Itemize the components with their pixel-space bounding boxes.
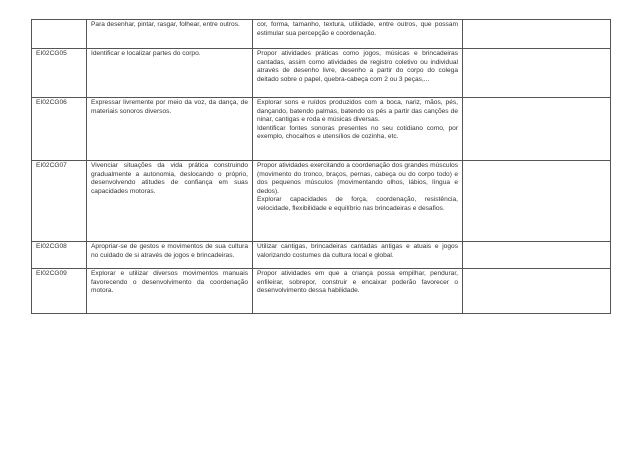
- code-cell: [32, 98, 87, 161]
- code: EI02CG08: [36, 243, 67, 250]
- activities-cell: [253, 49, 463, 98]
- objective: Para desenhar, pintar, rasgar, folhear, entre outros.: [91, 21, 240, 28]
- activity-paragraph: Propor atividades exercitando a coordenação dos grandes músculos (movimento do tronco, braços, pernas, cabeça ou do corpo todo) e dos pequenos músculos (movimentando olhos, lábios, língua e dedos).: [257, 162, 458, 195]
- extra-cell: [463, 49, 611, 98]
- activities-cell: [253, 242, 463, 269]
- extra-cell: [463, 98, 611, 161]
- activity-paragraph: Explorar sons e ruídos produzidos com a boca, nariz, mãos, pés, dançando, batendo palmas, batendo os pés a partir das canções de ninar, cantigas e roda e músicas diversas.: [257, 99, 458, 124]
- objective: Explorar e utilizar diversos movimentos manuais favorecendo o desenvolvimento da coordenação motora.: [91, 270, 248, 295]
- activities-cell: [253, 161, 463, 242]
- objective: Expressar livremente por meio da voz, da dança, de materiais sonoros diversos.: [91, 99, 248, 115]
- objective-cell: [87, 20, 253, 49]
- table-row: [32, 98, 611, 161]
- code: EI02CG06: [36, 99, 67, 106]
- code-cell: [32, 20, 87, 49]
- objective: Vivenciar situações da vida prática construindo gradualmente a autonomia, deslocando o próprio, desenvolvendo atitudes de confiança em suas capacidades motoras.: [91, 162, 248, 195]
- code-cell: [32, 269, 87, 314]
- objective-cell: [87, 161, 253, 242]
- objective-cell: [87, 269, 253, 314]
- extra-cell: [463, 161, 611, 242]
- extra-cell: [463, 20, 611, 49]
- code-cell: [32, 49, 87, 98]
- activities-cell: [253, 269, 463, 314]
- curriculum-table: [31, 19, 611, 314]
- activity-paragraph: cor, forma, tamanho, textura, utilidade, entre outros, que possam estimular sua percepção e coordenação.: [257, 21, 458, 37]
- objective: Apropriar-se de gestos e movimentos de sua cultura no cuidado de si através de jogos e brincadeiras.: [91, 243, 248, 259]
- objective-cell: [87, 98, 253, 161]
- code-cell: [32, 161, 87, 242]
- activity-paragraph: Utilizar cantigas, brincadeiras cantadas antigas e atuais e jogos valorizando costumes da cultura local e global.: [257, 243, 458, 259]
- objective-cell: [87, 49, 253, 98]
- objective: Identificar e localizar partes do corpo.: [91, 50, 201, 57]
- table-row: [32, 49, 611, 98]
- code: EI02CG07: [36, 162, 67, 169]
- extra-cell: [463, 269, 611, 314]
- activities-cell: [253, 20, 463, 49]
- code-cell: [32, 242, 87, 269]
- extra-cell: [463, 242, 611, 269]
- table-row: [32, 20, 611, 49]
- activity-paragraph: Explorar capacidades de força, coordenação, resistência, velocidade, flexibilidade e equilíbrio nas brincadeiras e desafios.: [257, 196, 458, 212]
- table-row: [32, 269, 611, 314]
- activity-paragraph: Identificar fontes sonoras presentes no seu cotidiano como, por exemplo, chocalhos e utensílios de cozinha, etc.: [257, 124, 458, 141]
- activities-cell: [253, 98, 463, 161]
- table-row: [32, 242, 611, 269]
- code: EI02CG05: [36, 50, 67, 57]
- activity-paragraph: Propor atividades práticas como jogos, músicas e brincadeiras cantadas, assim como atividades de registro coletivo ou individual através de desenho livre, desenho a partir do corpo do colega deitado sobre o papel, quebra-cabeça com 2 ou 3 peças,...: [257, 50, 458, 83]
- activity-paragraph: Propor atividades em que a criança possa empilhar, pendurar, enfileirar, sobrepor, construir e encaixar poderão favorecer o desenvolvimento dessa habilidade.: [257, 270, 458, 295]
- code: EI02CG09: [36, 270, 67, 277]
- objective-cell: [87, 242, 253, 269]
- table-row: [32, 161, 611, 242]
